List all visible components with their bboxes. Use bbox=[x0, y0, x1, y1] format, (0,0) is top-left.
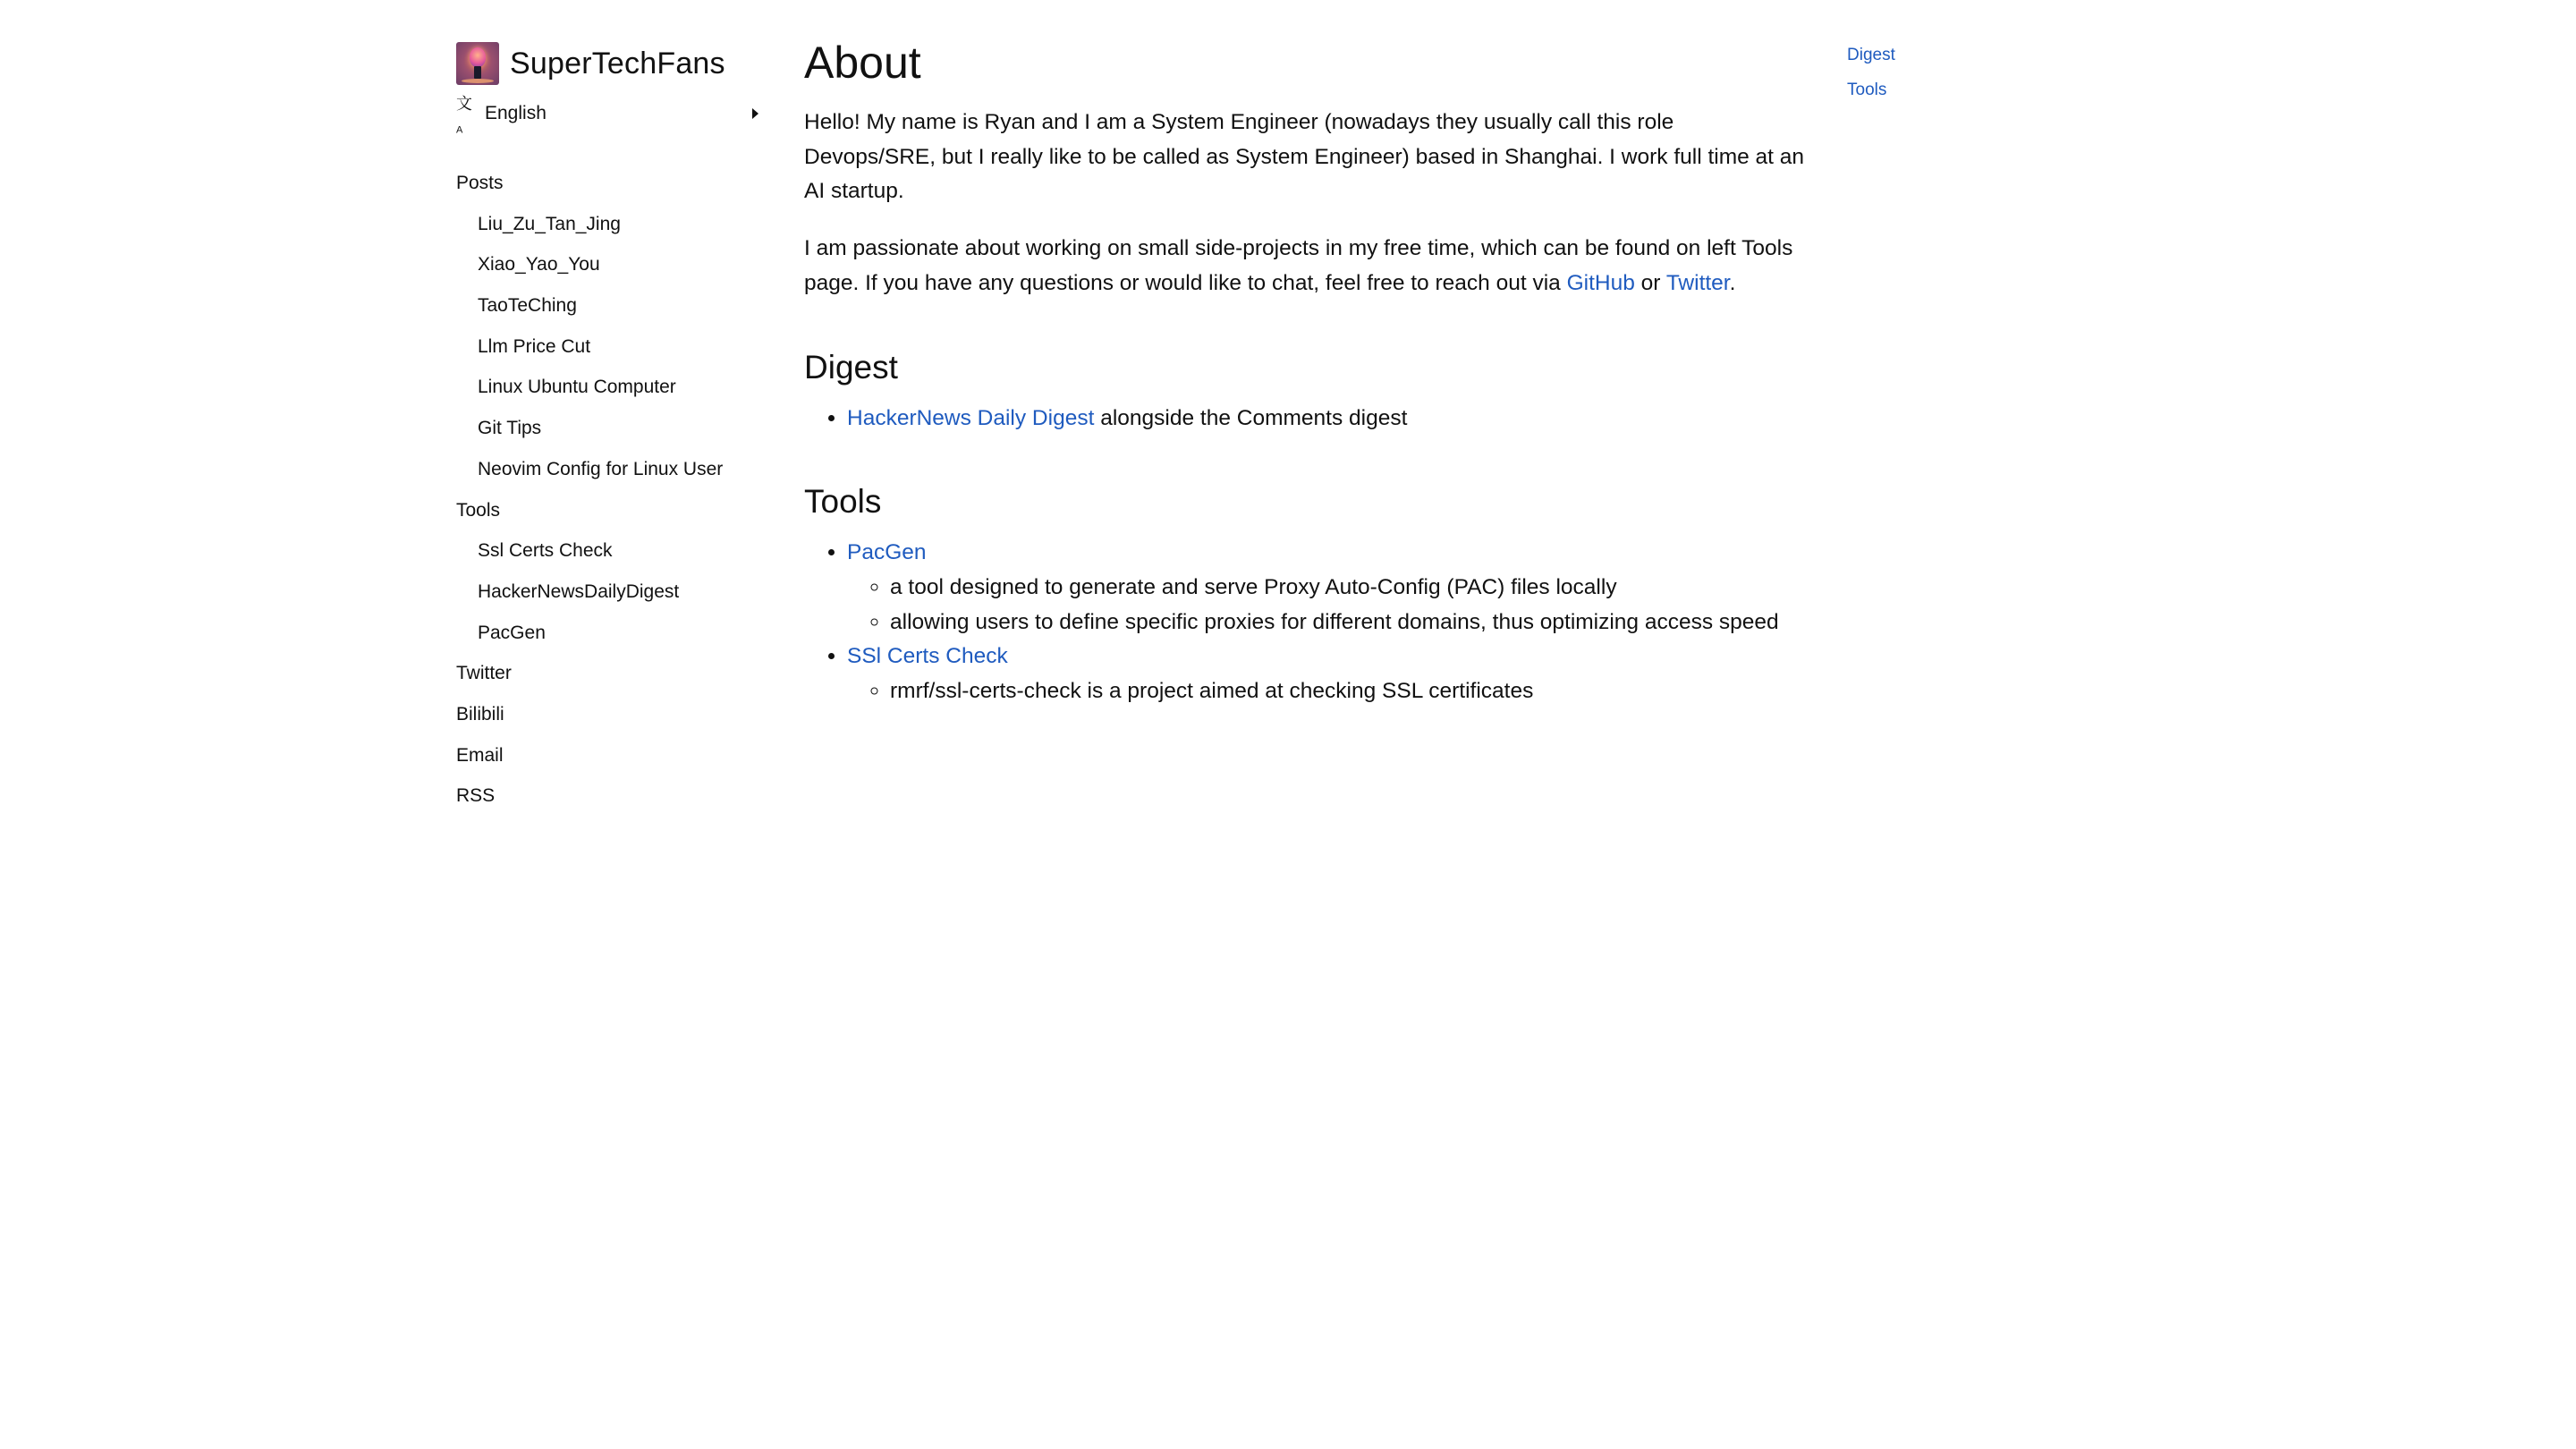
sidebar-link[interactable]: Linux Ubuntu Computer bbox=[478, 377, 676, 398]
sidebar-link[interactable]: Llm Price Cut bbox=[478, 335, 591, 357]
sidebar-item-liu-zu-tan-jing[interactable] bbox=[456, 204, 769, 245]
github-link[interactable]: GitHub bbox=[1566, 270, 1635, 295]
sidebar-item-tools[interactable] bbox=[456, 490, 769, 531]
twitter-link[interactable]: Twitter bbox=[1665, 270, 1730, 295]
ssl-certs-check-link[interactable]: SSl Certs Check bbox=[847, 644, 1008, 669]
paragraph-text: . bbox=[1729, 270, 1736, 295]
sidebar-link[interactable]: Email bbox=[456, 744, 504, 766]
list-item: ◦ rmrf/ssl-certs-check is a project aimed at checking SSL certificates bbox=[890, 674, 1806, 709]
sidebar-item-email[interactable] bbox=[456, 735, 769, 776]
sidebar-link[interactable]: Git Tips bbox=[478, 418, 542, 439]
sidebar-item-hackernews-daily-digest[interactable] bbox=[456, 572, 769, 613]
sidebar-link[interactable]: RSS bbox=[456, 785, 496, 807]
paragraph-text: or bbox=[1634, 270, 1666, 295]
sidebar-item-bilibili[interactable] bbox=[456, 694, 769, 735]
sidebar-link[interactable]: Twitter bbox=[456, 663, 512, 684]
toc-link-tools[interactable]: Tools bbox=[1847, 80, 1887, 99]
sidebar-item-llm-price-cut[interactable] bbox=[456, 326, 769, 368]
sidebar-link[interactable]: Ssl Certs Check bbox=[478, 540, 613, 562]
sidebar-item-rss[interactable] bbox=[456, 775, 769, 817]
sidebar-link[interactable]: Neovim Config for Linux User bbox=[478, 458, 724, 479]
tools-heading: Tools bbox=[804, 483, 882, 521]
sidebar-nav bbox=[456, 163, 769, 817]
sidebar-link[interactable]: Liu_Zu_Tan_Jing bbox=[478, 213, 621, 234]
table-of-contents bbox=[1847, 38, 1895, 107]
list-item bbox=[847, 402, 1806, 436]
paragraph-text: I am passionate about working on small side-projects in my free time, which can be found on left Tools page. If you have any questions or would like to chat, feel free to reach out via bbox=[804, 236, 1793, 295]
list-item: ◦ a tool designed to generate and serve Proxy Auto-Config (PAC) files locally bbox=[890, 571, 1806, 606]
ssl-sublist bbox=[847, 674, 1806, 709]
passion-paragraph bbox=[804, 232, 1806, 301]
sidebar-link[interactable]: HackerNewsDailyDigest bbox=[478, 580, 680, 602]
translate-icon: 文$_A$ bbox=[456, 95, 472, 136]
digest-heading: Digest bbox=[804, 348, 898, 386]
sidebar-link[interactable]: Bilibili bbox=[456, 703, 504, 724]
page-title: About bbox=[804, 38, 921, 88]
lightbulb-logo-icon[interactable] bbox=[456, 42, 499, 85]
list-item: ◦ allowing users to define specific proxies for different domains, thus optimizing access speed bbox=[890, 606, 1806, 640]
list-item bbox=[847, 640, 1806, 708]
hackernews-daily-digest-link[interactable]: HackerNews Daily Digest bbox=[847, 405, 1095, 430]
sidebar-item-neovim-config[interactable] bbox=[456, 449, 769, 490]
caret-right-icon[interactable] bbox=[752, 108, 758, 119]
sidebar-item-posts[interactable] bbox=[456, 163, 769, 204]
sidebar-item-linux-ubuntu-computer[interactable] bbox=[456, 367, 769, 408]
list-item bbox=[847, 536, 1806, 640]
pacgen-link[interactable]: PacGen bbox=[847, 540, 927, 565]
sidebar bbox=[456, 41, 769, 817]
language-selector[interactable] bbox=[456, 95, 769, 136]
toc-link-digest[interactable]: Digest bbox=[1847, 46, 1895, 64]
site-brand[interactable] bbox=[456, 41, 769, 86]
sidebar-link[interactable]: Posts bbox=[456, 173, 504, 193]
sidebar-item-ssl-certs-check[interactable] bbox=[456, 530, 769, 572]
site-title[interactable]: SuperTechFans bbox=[510, 46, 725, 80]
language-label: English bbox=[485, 103, 547, 123]
main-content bbox=[804, 30, 1806, 709]
sidebar-link[interactable]: Xiao_Yao_You bbox=[478, 254, 600, 275]
sidebar-item-xiao-yao-you[interactable] bbox=[456, 244, 769, 285]
sidebar-item-git-tips[interactable] bbox=[456, 408, 769, 449]
list-item-text: alongside the Comments digest bbox=[1094, 405, 1408, 430]
digest-list bbox=[804, 402, 1806, 436]
sidebar-link[interactable]: Tools bbox=[456, 499, 501, 521]
sidebar-link[interactable]: PacGen bbox=[478, 622, 546, 643]
intro-paragraph: Hello! My name is Ryan and I am a System Engineer (nowadays they usually call this role Devops/SRE, but I really like to be called as System Engineer) based in Shanghai. I work full time at an AI startup. bbox=[804, 110, 1805, 204]
tools-list bbox=[804, 536, 1806, 709]
sidebar-item-twitter[interactable] bbox=[456, 653, 769, 694]
pacgen-sublist bbox=[847, 571, 1806, 640]
sidebar-link[interactable]: TaoTeChing bbox=[478, 295, 577, 317]
sidebar-item-pacgen[interactable] bbox=[456, 613, 769, 654]
sidebar-item-taoteching[interactable] bbox=[456, 285, 769, 326]
